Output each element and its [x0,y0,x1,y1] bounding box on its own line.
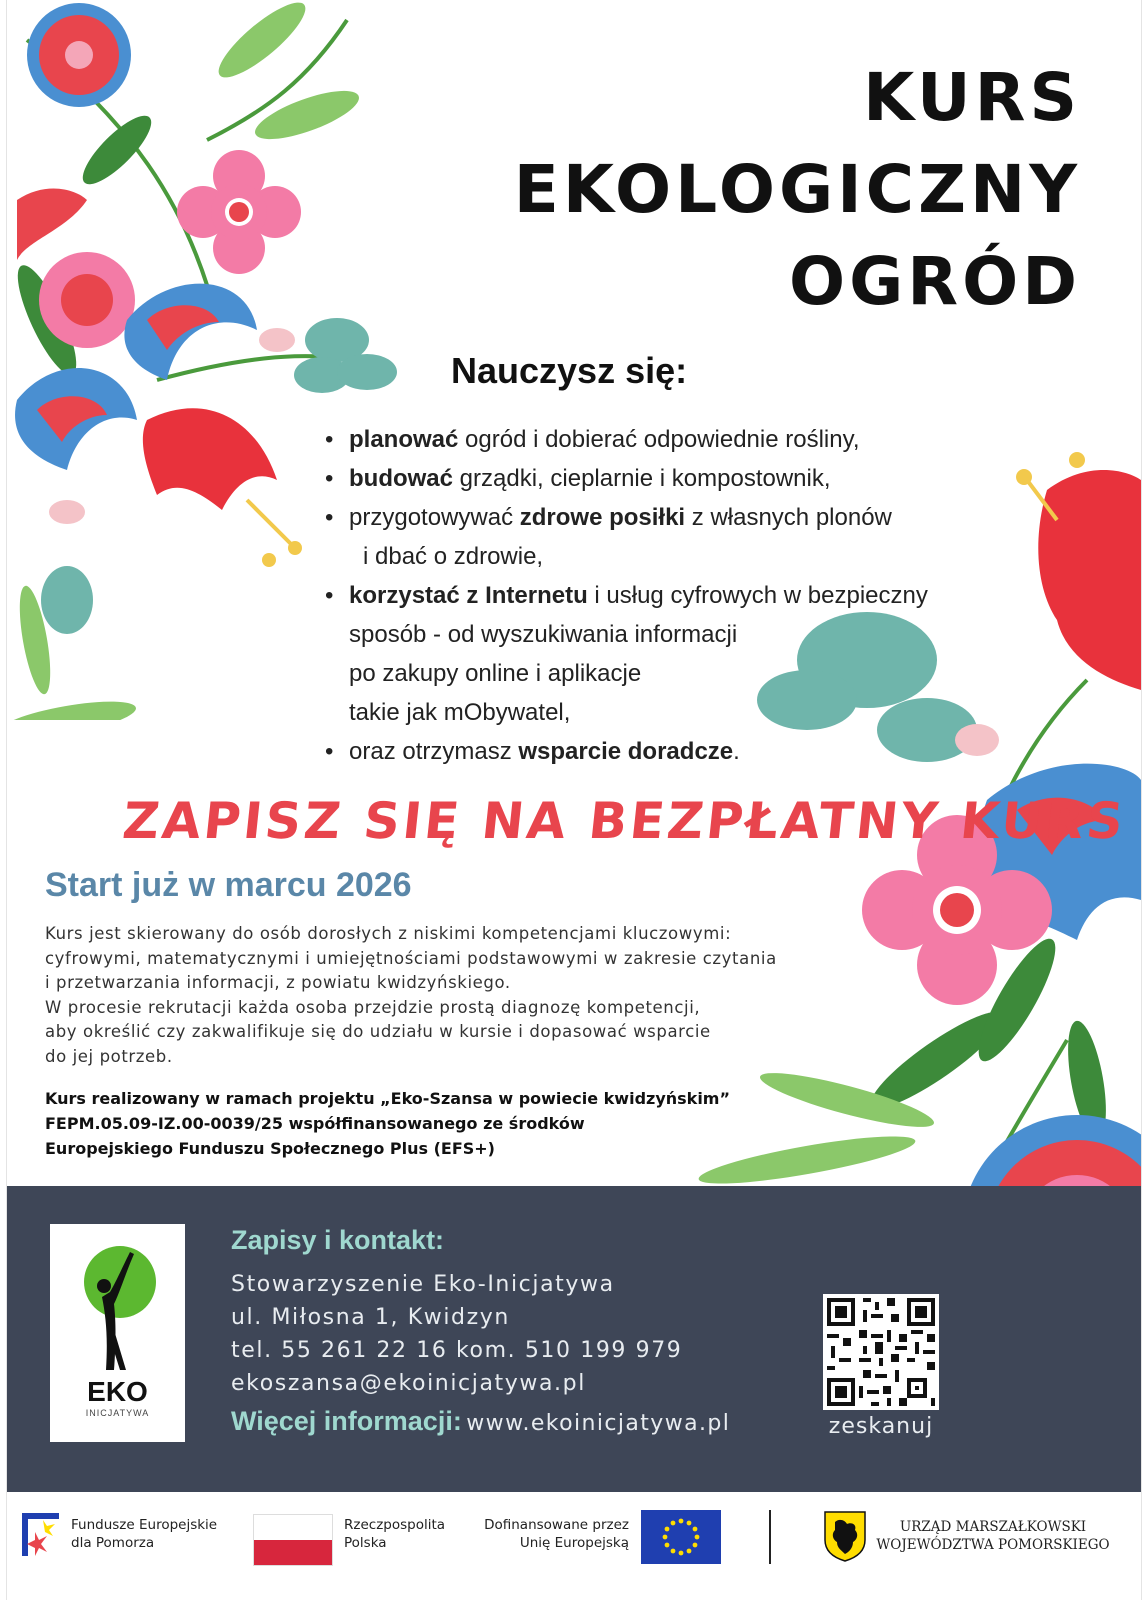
course-title [514,52,1081,328]
eko-inicjatywa-logo [50,1224,185,1442]
list-item-continuation: sposób - od wyszukiwania informacji [349,621,738,648]
poster [6,0,1142,1600]
bullet-icon: • [325,738,334,765]
funding-footer [7,1492,1141,1600]
website-link[interactable]: www.ekoinicjatywa.pl [466,1411,731,1436]
um-label: URZĄD MARSZAŁKOWSKI WOJEWÓDZTWA POMORSKIEGO [876,1519,1110,1553]
bullet-icon: • [325,504,334,531]
list-item-continuation: i dbać o zdrowie, [363,543,544,570]
list-item-continuation: takie jak mObywatel, [349,699,571,726]
qr-code-icon[interactable] [823,1294,939,1410]
logo-sub: INICJATYWA [85,1408,150,1418]
learn-heading: Nauczysz się: [451,350,688,391]
fe-label: Fundusze Europejskie dla Pomorza [71,1517,218,1551]
pomorskie-coat-of-arms-icon [823,1510,867,1562]
rp-label: Rzeczpospolita Polska [344,1517,446,1551]
more-info [231,1406,730,1437]
list-item: • korzystać z Internetu i usług cyfrowych w bezpieczny [325,576,1045,615]
polish-flag-icon [253,1514,333,1566]
contact-org: Stowarzyszenie Eko-Inicjatywa [231,1272,615,1297]
list-item: • przygotowywać zdrowe posiłki z własnych plonów [325,498,1045,537]
logo-name: EKO [87,1376,148,1407]
learning-list [325,420,1045,771]
ue-label: Dofinansowane przez Unię Europejską [484,1517,629,1551]
list-item: • budować grządki, cieplarnie i kompostownik, [325,459,1045,498]
contact-info [231,1225,730,1437]
list-item: • planować ogród i dobierać odpowiednie rośliny, [325,420,1045,459]
title-line-3: OGRÓD [789,243,1081,320]
contact-phone[interactable]: tel. 55 261 22 16 kom. 510 199 979 [231,1338,683,1363]
footer-divider [769,1510,771,1564]
course-description: Kurs jest skierowany do osób dorosłych z niskimi kompetencjami kluczowymi: cyfrowymi, matematycznymi i umiejętnościami podstawowymi w zakresie czytania i przetwarzania informacji, z powiatu kwidzyńskiego. W procesie rekrutacji każda osoba przejdzie prostą diagnozę kompetencji, aby określić czy zakwalifikuje się do udziału w kursie i dopasować wsparcie do jej potrzeb. [45,924,777,1066]
scan-label: zeskanuj [828,1414,934,1439]
list-item-continuation: po zakupy online i aplikacje [349,660,642,687]
bullet-icon: • [325,582,334,609]
title-line-2: EKOLOGICZNY [513,151,1081,228]
more-info-label: Więcej informacji: [231,1406,462,1436]
logo-figure-icon [80,1242,160,1372]
project-info: Kurs realizowany w ramach projektu „Eko-Szansa w powiecie kwidzyńskim” FEPM.05.09-IZ.00-0039/25 współfinansowanego ze środków Europejskiego Funduszu Społecznego Plus (EFS+) [45,1089,730,1158]
signup-call-to-action: ZAPISZ SIĘ NA BEZPŁATNY KURS [119,792,1129,850]
title-line-1: KURS [863,59,1081,136]
list-item: • oraz otrzymasz wsparcie doradcze. [325,732,1045,771]
contact-heading: Zapisy i kontakt: [231,1225,445,1255]
contact-address: ul. Miłosna 1, Kwidzyn [231,1305,510,1330]
fundusze-europejskie-logo-icon [21,1510,63,1560]
bullet-icon: • [325,426,334,453]
bullet-icon: • [325,465,334,492]
eu-flag-icon [641,1510,721,1564]
contact-email[interactable]: ekoszansa@ekoinicjatywa.pl [231,1371,586,1396]
start-date-heading: Start już w marcu 2026 [45,866,412,904]
